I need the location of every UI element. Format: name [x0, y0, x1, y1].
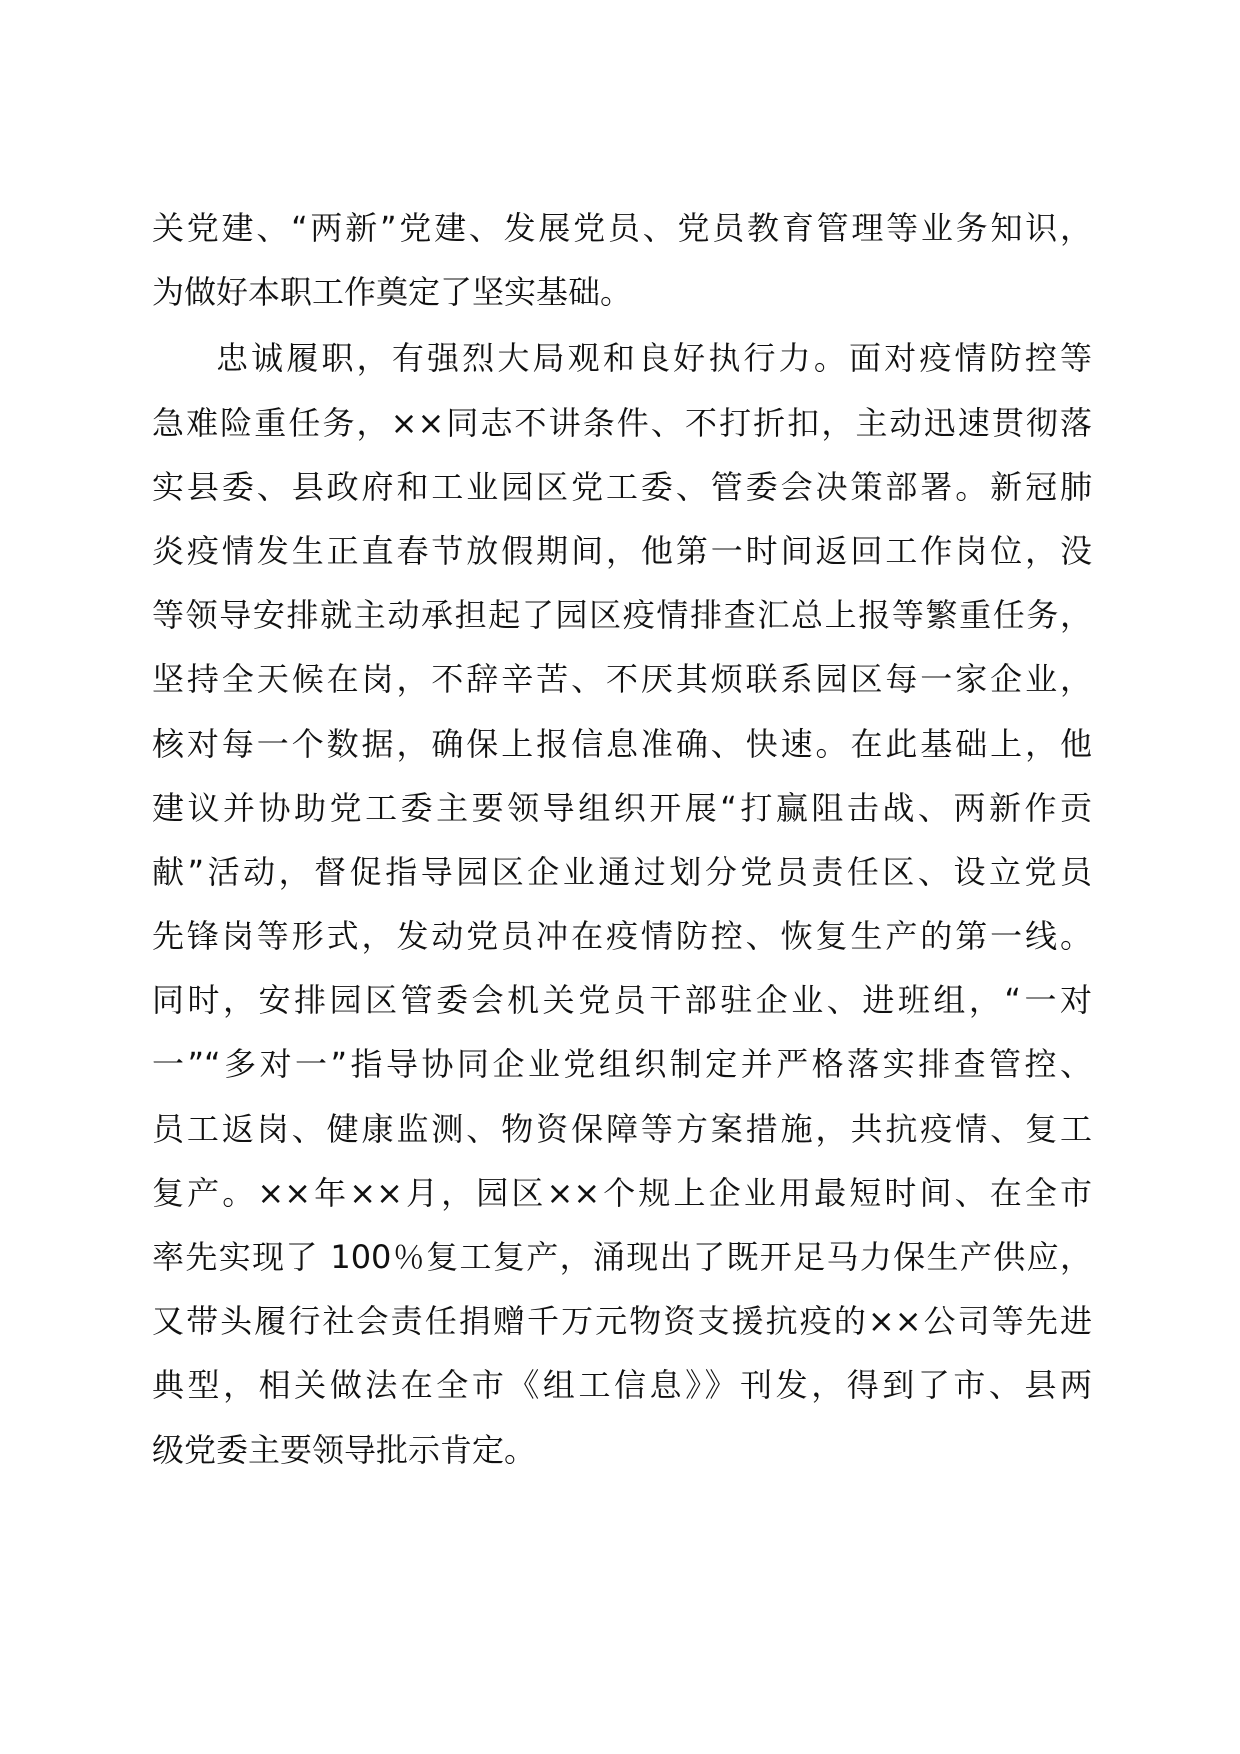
text-line: 同时，安排园区管委会机关党员干部驻企业、进班组，“一对 — [152, 981, 1092, 1020]
text-line: 典型，相关做法在全市《组工信息》》刊发，得到了市、县两 — [152, 1366, 1092, 1405]
text-line: 员工返岗、健康监测、物资保障等方案措施，共抗疫情、复工 — [152, 1109, 1092, 1148]
text-line: 坚持全天候在岗，不辞辛苦、不厌其烦联系园区每一家企业， — [152, 660, 1092, 699]
text-line: 炎疫情发生正直春节放假期间，他第一时间返回工作岗位，没 — [152, 531, 1092, 570]
text-line: 建议并协助党工委主要领导组织开展“打赢阻击战、两新作贡 — [152, 788, 1092, 827]
paragraph-1 — [152, 196, 1092, 324]
text-line: 又带头履行社会责任捐赠千万元物资支援抗疫的××公司等先进 — [152, 1302, 1092, 1341]
text-line: 实县委、县政府和工业园区党工委、管委会决策部署。新冠肺 — [152, 467, 1092, 506]
text-line: 先锋岗等形式，发动党员冲在疫情防控、恢复生产的第一线。 — [152, 917, 1092, 956]
text-line: 忠诚履职，有强烈大局观和良好执行力。面对疫情防控等 — [216, 339, 1092, 378]
text-line: 级党委主要领导批示肯定。 — [152, 1430, 537, 1469]
text-line: 献”活动，督促指导园区企业通过划分党员责任区、设立党员 — [152, 852, 1092, 891]
body-text — [152, 196, 1092, 1482]
text-line: 一”“多对一”指导协同企业党组织制定并严格落实排查管控、 — [152, 1045, 1092, 1084]
text-line: 关党建、“两新”党建、发展党员、党员教育管理等业务知识， — [152, 209, 1092, 247]
text-line: 急难险重任务，××同志不讲条件、不打折扣，主动迅速贯彻落 — [152, 403, 1092, 442]
text-line: 核对每一个数据，确保上报信息准确、快速。在此基础上，他 — [152, 724, 1092, 763]
text-line: 复产。××年××月，园区××个规上企业用最短时间、在全市 — [152, 1173, 1092, 1212]
text-line: 等领导安排就主动承担起了园区疫情排查汇总上报等繁重任务， — [152, 596, 1092, 635]
text-line: 为做好本职工作奠定了坚实基础。 — [152, 273, 633, 312]
text-line: 率先实现了 100％复工复产，涌现出了既开足马力保生产供应， — [152, 1238, 1092, 1276]
paragraph-2 — [152, 326, 1092, 1481]
